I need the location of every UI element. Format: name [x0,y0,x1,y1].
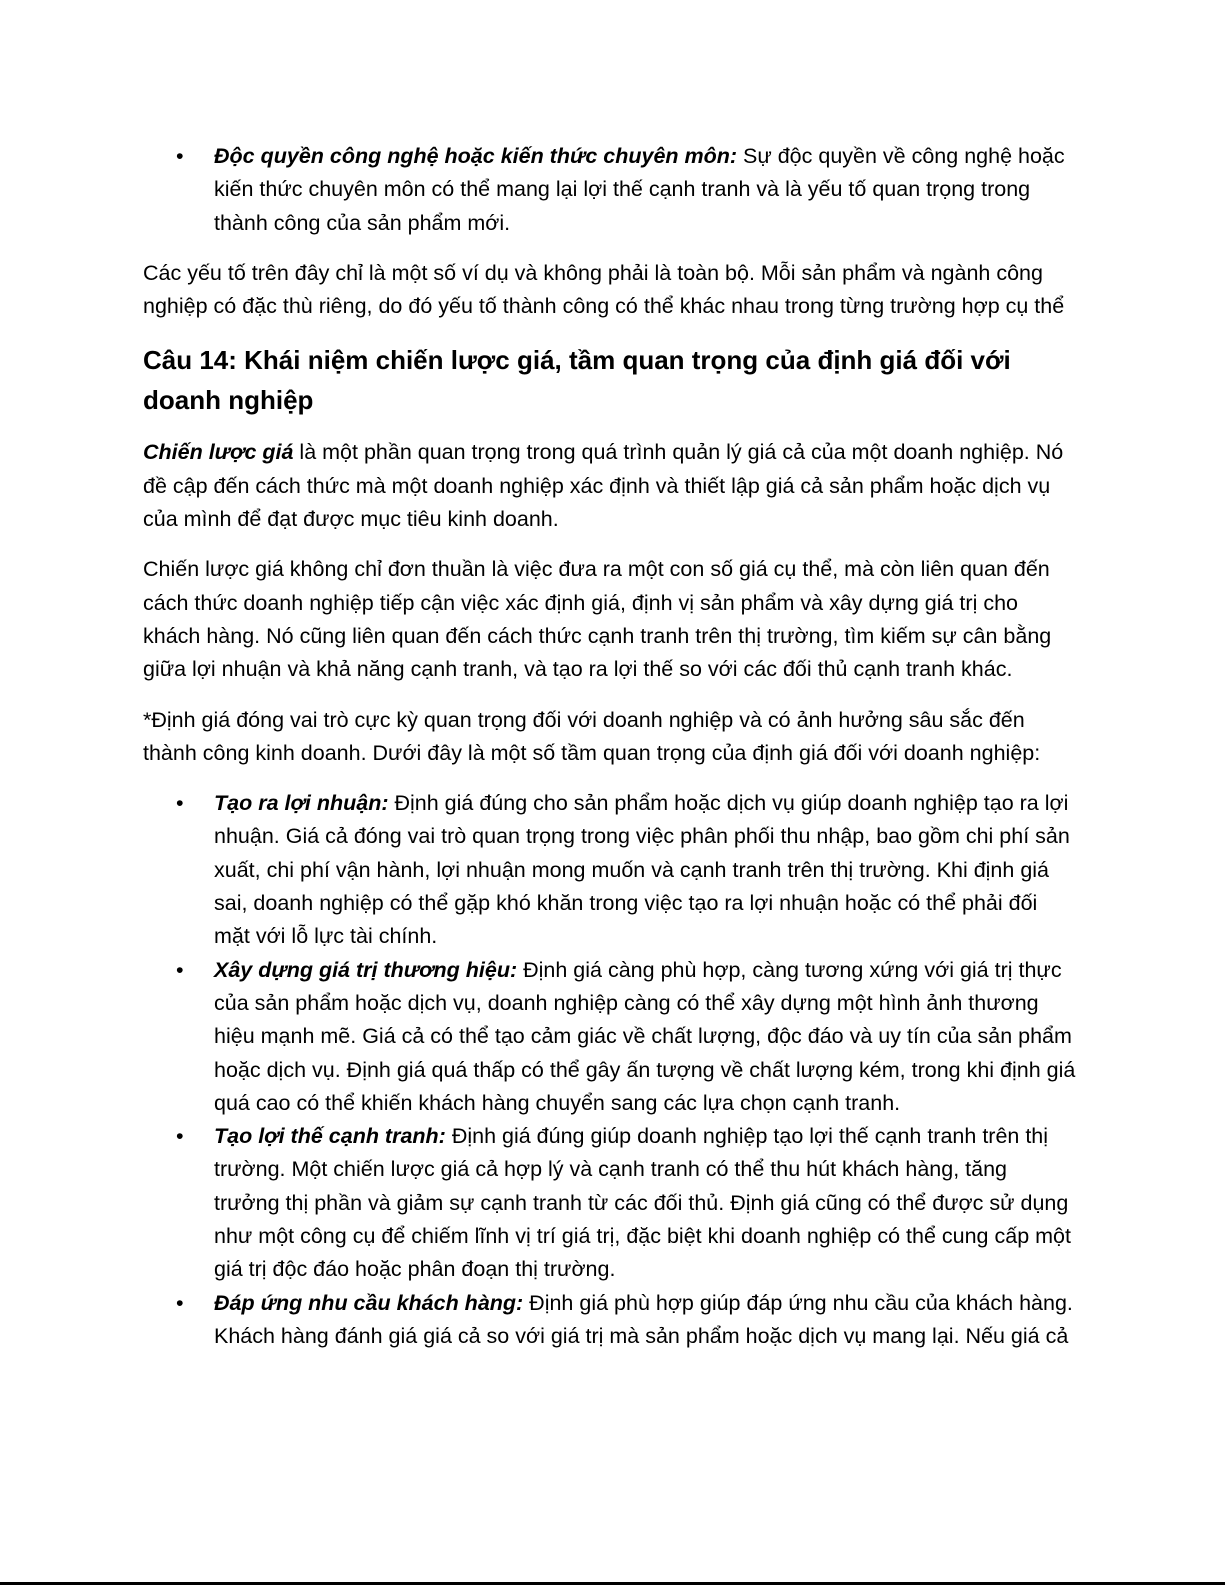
definition-text: là một phần quan trọng trong quá trình quản lý giá cả của một doanh nghiệp. Nó đề cập đến cách thức mà một doanh nghiệp xác định và thiết lập giá cả sản phẩm hoặc dịch vụ của mình để đạt được mục tiêu kinh doanh. [143,440,1064,532]
bullet-icon: • [176,1290,184,1315]
bullet-icon: • [176,791,184,816]
list-item-term: Tạo lợi thế cạnh tranh: [214,1124,446,1149]
list-item-text: Định giá đúng cho sản phẩm hoặc dịch vụ giúp doanh nghiệp tạo ra lợi nhuận. Giá cả đóng vai trò quan trọng trong việc phân phối thu nhập, bao gồm chi phí sản xuất, chi phí vận hành, lợi nhuận mong muốn và cạnh tranh trên thị trường. Khi định giá sai, doanh nghiệp có thể gặp khó khăn trong việc tạo ra lợi nhuận hoặc có thể phải đối mặt với lỗ lực tài chính. [214,791,1070,949]
bullet-list-importance [143,787,1078,1353]
definition-term: Chiến lược giá [143,440,294,465]
list-item [143,1287,1078,1354]
scope-paragraph: Chiến lược giá không chỉ đơn thuần là việc đưa ra một con số giá cụ thể, mà còn liên quan đến cách thức doanh nghiệp tiếp cận việc xác định giá, định vị sản phẩm và xây dựng giá trị cho khách hàng. Nó cũng liên quan đến cách thức cạnh tranh trên thị trường, tìm kiếm sự cân bằng giữa lợi nhuận và khả năng cạnh tranh, và tạo ra lợi thế so với các đối thủ cạnh tranh khác. [143,557,1052,682]
list-item-term: Đáp ứng nhu cầu khách hàng: [214,1290,524,1315]
list-item-text: Sự độc quyền về công nghệ hoặc kiến thức chuyên môn có thể mang lại lợi thế cạnh tranh và là yếu tố quan trọng trong thành công của sản phẩm mới. [214,144,1065,235]
list-item-term: Xây dựng giá trị thương hiệu: [214,957,518,982]
document-body [143,140,1078,1370]
section-heading: Câu 14: Khái niệm chiến lược giá, tầm quan trọng của định giá đối với doanh nghiệp [143,345,1011,416]
bullet-list-factors [143,140,1078,240]
list-item [143,954,1078,1120]
list-item [143,140,1078,240]
definition-paragraph [143,436,1078,536]
list-item-term: Độc quyền công nghệ hoặc kiến thức chuyên môn: [214,144,738,168]
list-item [143,787,1078,953]
bullet-icon: • [176,1124,184,1149]
summary-paragraph: Các yếu tố trên đây chỉ là một số ví dụ và không phải là toàn bộ. Mỗi sản phẩm và ngành công nghiệp có đặc thù riêng, do đó yếu tố thành công có thể khác nhau trong từng trường hợp cụ thể [143,260,1065,319]
list-item-text: Định giá phù hợp giúp đáp ứng nhu cầu của khách hàng. Khách hàng đánh giá giá cả so với giá trị mà sản phẩm hoặc dịch vụ mang lại. Nếu giá cả [214,1290,1073,1348]
bullet-icon: • [176,957,184,982]
list-item-text: Định giá càng phù hợp, càng tương xứng với giá trị thực của sản phẩm hoặc dịch vụ, doanh nghiệp càng có thể xây dựng một hình ảnh thương hiệu mạnh mẽ. Giá cả có thể tạo cảm giác về chất lượng, độc đáo và uy tín của sản phẩm hoặc dịch vụ. Định giá quá thấp có thể gây ấn tượng về chất lượng kém, trong khi định giá quá cao có thể khiến khách hàng chuyển sang các lựa chọn cạnh tranh. [214,957,1076,1115]
list-item [143,1120,1078,1286]
importance-paragraph: *Định giá đóng vai trò cực kỳ quan trọng đối với doanh nghiệp và có ảnh hưởng sâu sắc đến thành công kinh doanh. Dưới đây là một số tầm quan trọng của định giá đối với doanh nghiệp: [143,707,1041,765]
list-item-text: Định giá đúng giúp doanh nghiệp tạo lợi thế cạnh tranh trên thị trường. Một chiến lược giá cả hợp lý và cạnh tranh có thể thu hút khách hàng, tăng trưởng thị phần và giảm sự cạnh tranh từ các đối thủ. Định giá cũng có thể được sử dụng như một công cụ để chiếm lĩnh vị trí giá trị, đặc biệt khi doanh nghiệp có thể cung cấp một giá trị độc đáo hoặc phân đoạn thị trường. [214,1124,1071,1282]
bullet-icon: • [176,144,184,168]
list-item-term: Tạo ra lợi nhuận: [214,791,389,816]
